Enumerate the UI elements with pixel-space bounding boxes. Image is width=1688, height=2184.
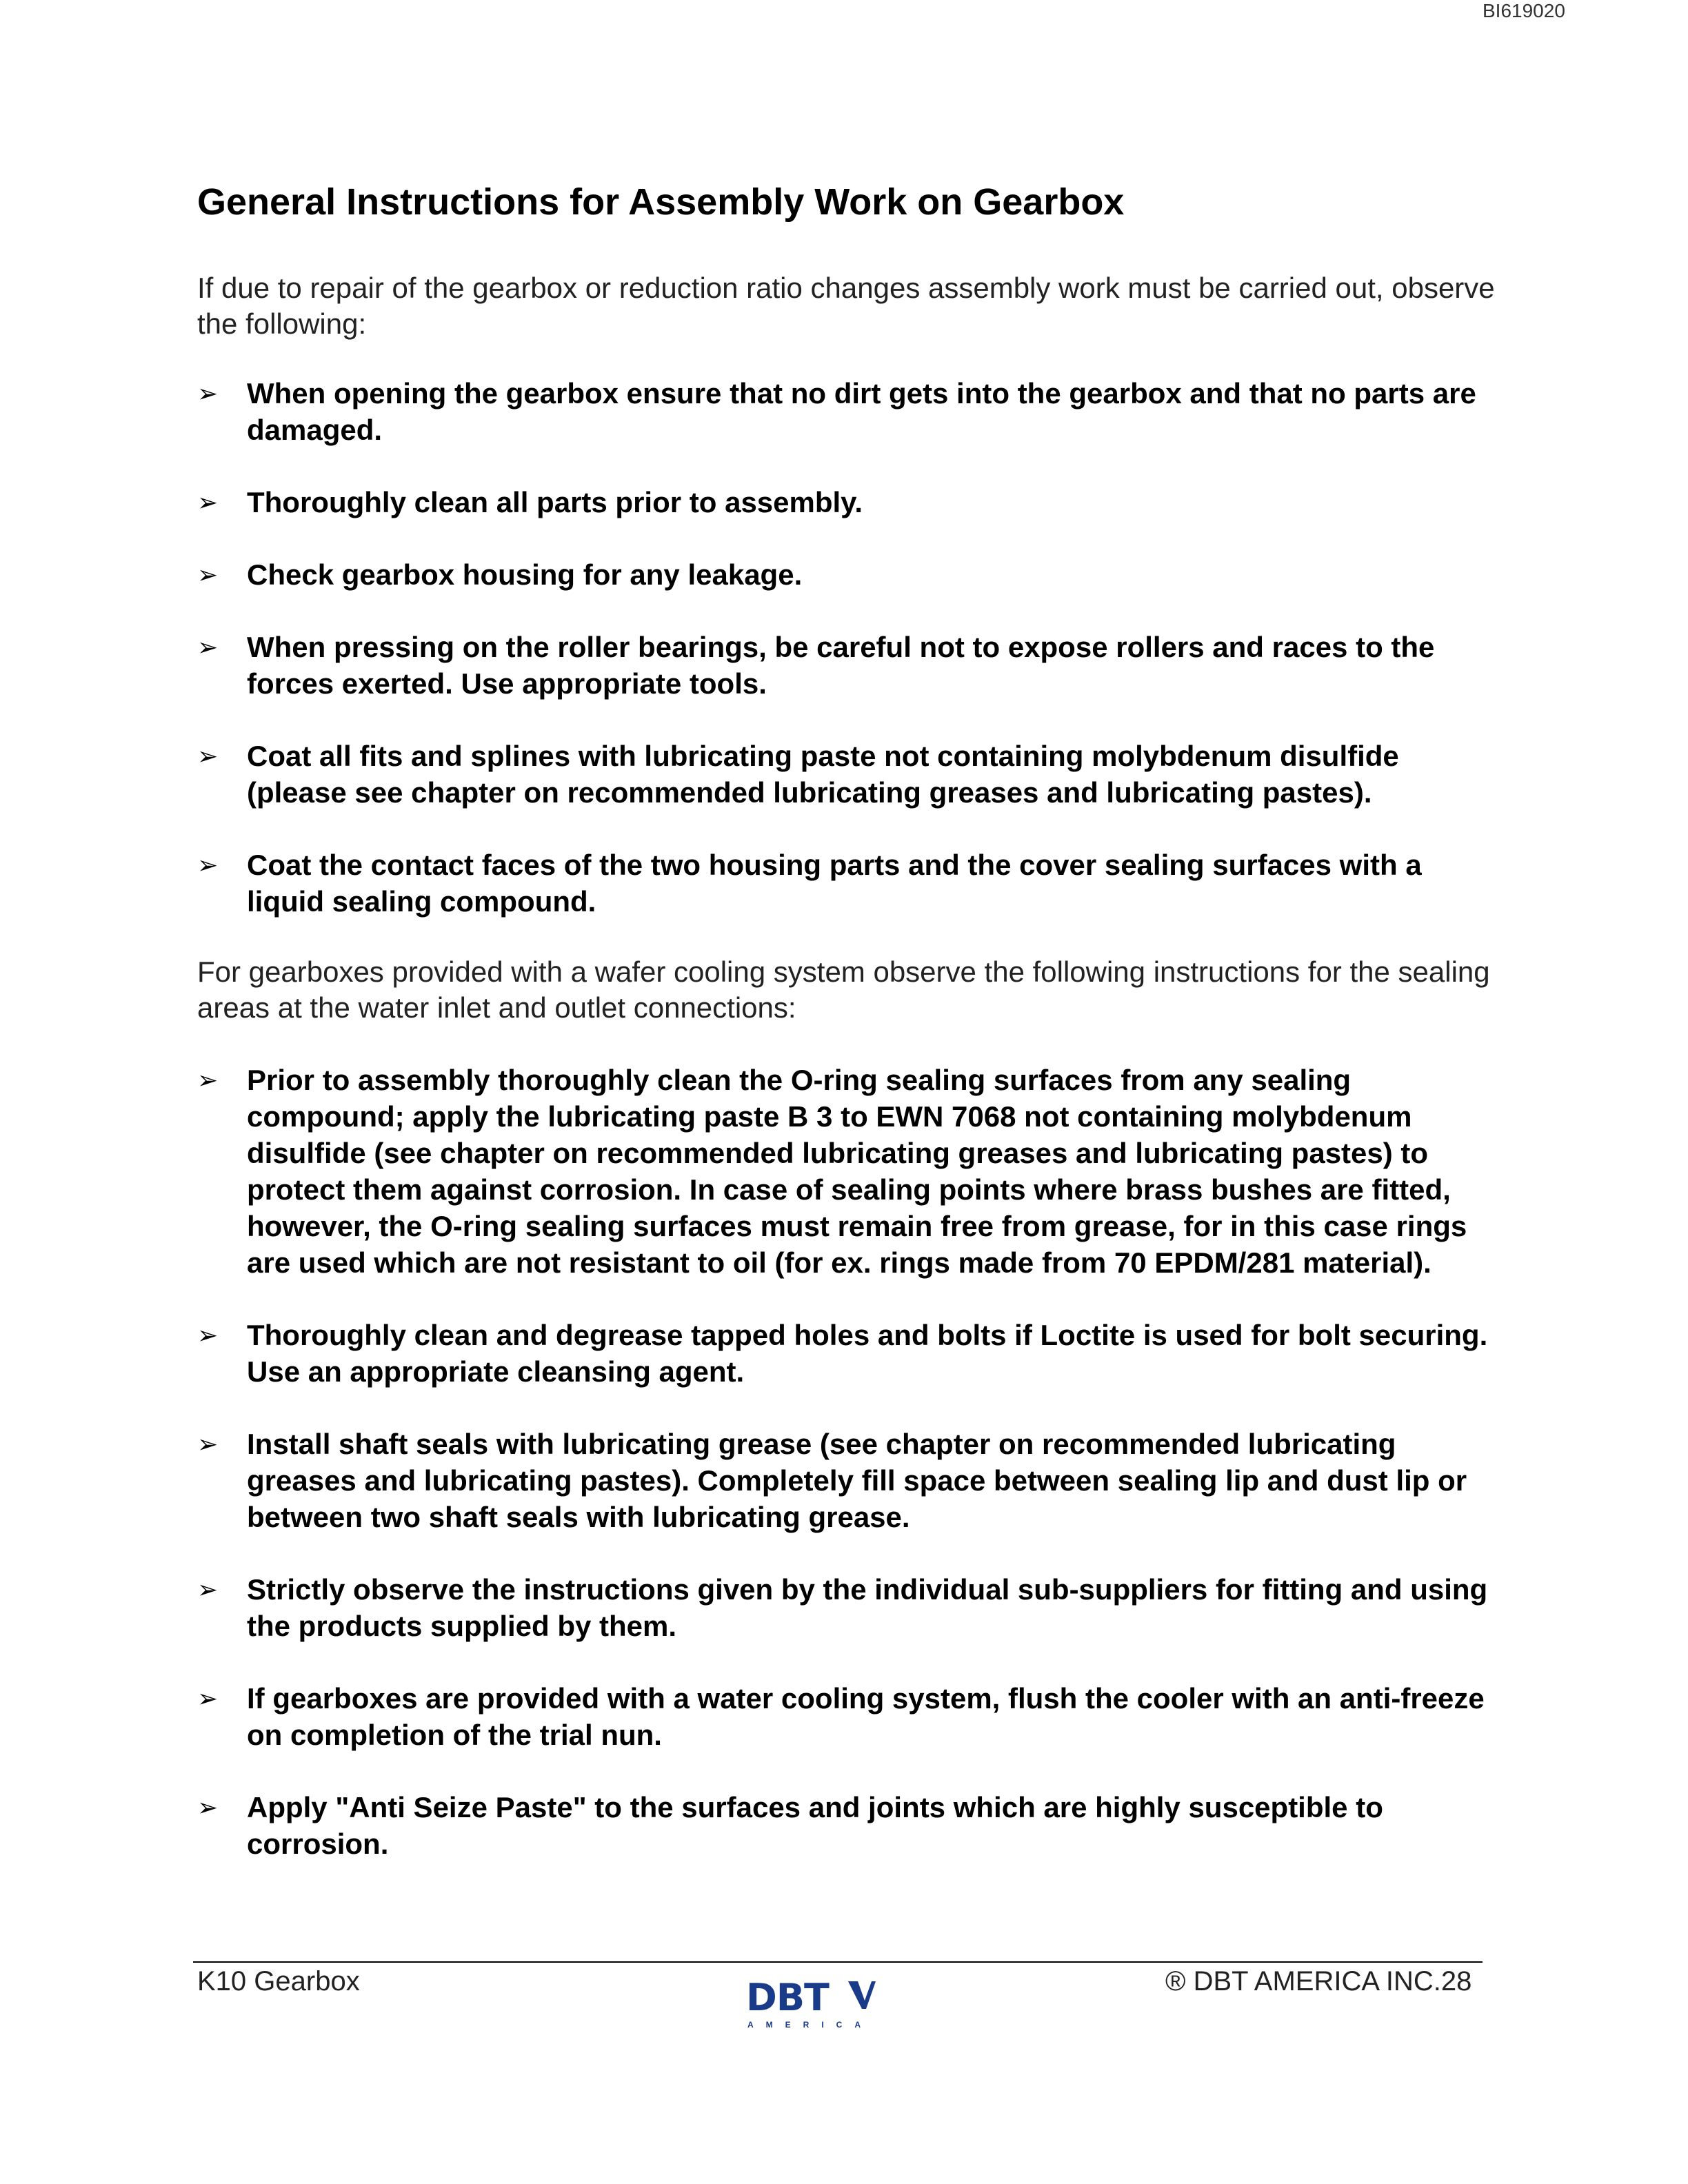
dbt-america-logo	[746, 1977, 884, 2039]
intro-paragraph: If due to repair of the gearbox or reduction ratio changes assembly work must be carried out, observe the following:	[197, 272, 1495, 340]
list-item	[197, 629, 1494, 702]
arrow-bullet-icon: ➢	[197, 1575, 219, 1604]
list-item	[197, 1789, 1494, 1862]
footer-product-name: K10 Gearbox	[197, 1966, 360, 1996]
footer-divider	[193, 1961, 1483, 1963]
list-item	[197, 375, 1494, 448]
list-item	[197, 556, 1494, 593]
list-item-text: Thoroughly clean all parts prior to assembly.	[247, 486, 863, 518]
arrow-bullet-icon: ➢	[197, 1066, 219, 1094]
list-item	[197, 1062, 1494, 1281]
arrow-bullet-icon: ➢	[197, 488, 219, 516]
general-instructions-list	[197, 375, 1494, 956]
list-item	[197, 738, 1494, 811]
arrow-bullet-icon: ➢	[197, 1430, 219, 1458]
arrow-bullet-icon: ➢	[197, 560, 219, 589]
arrow-bullet-icon: ➢	[197, 1793, 219, 1821]
list-item-text: Strictly observe the instructions given by the individual sub-suppliers for fitting and using the products supplied by them.	[247, 1573, 1488, 1642]
list-item-text: Prior to assembly thoroughly clean the O-ring sealing surfaces from any sealing compound; apply the lubricating paste B 3 to EWN 7068 not containing molybdenum disulfide (see chapter on recommended lubricating greases and lubricating pastes) to protect them against corrosion. In case of sealing points where brass bushes are fitted, however, the O-ring sealing surfaces must remain free from grease, for in this case rings are used which are not resistant to oil (for ex. rings made from 70 EPDM/281 material).	[247, 1064, 1467, 1279]
list-item-text: When pressing on the roller bearings, be careful not to expose rollers and races to the forces exerted. Use appropriate tools.	[247, 631, 1435, 700]
list-item-text: Thoroughly clean and degrease tapped holes and bolts if Loctite is used for bolt securing. Use an appropriate cleansing agent.	[247, 1319, 1488, 1388]
arrow-bullet-icon: ➢	[197, 1321, 219, 1349]
page-title: General Instructions for Assembly Work on Gearbox	[197, 181, 1125, 223]
arrow-bullet-icon: ➢	[197, 851, 219, 879]
list-item-text: Install shaft seals with lubricating grease (see chapter on recommended lubricating greases and lubricating pastes). Completely fill space between sealing lip and dust lip or between two shaft seals with lubricating grease.	[247, 1428, 1467, 1533]
list-item	[197, 1317, 1494, 1390]
list-item	[197, 1571, 1494, 1644]
arrow-bullet-icon: ➢	[197, 379, 219, 407]
cooling-system-paragraph: For gearboxes provided with a wafer cooling system observe the following instructions for the sealing areas at the water inlet and outlet connections:	[197, 956, 1490, 1024]
list-item	[197, 1426, 1494, 1535]
list-item-text: Check gearbox housing for any leakage.	[247, 558, 803, 591]
logo-subtext: AMERICA	[747, 2020, 873, 2030]
list-item	[197, 1680, 1494, 1753]
list-item	[197, 484, 1494, 520]
logo-chevron-icon	[848, 1977, 876, 2012]
list-item	[197, 847, 1494, 920]
arrow-bullet-icon: ➢	[197, 1684, 219, 1712]
document-id: BI619020	[1483, 0, 1565, 21]
footer-copyright: ® DBT AMERICA INC.28	[1165, 1966, 1472, 1996]
arrow-bullet-icon: ➢	[197, 633, 219, 661]
list-item-text: Apply "Anti Seize Paste" to the surfaces and joints which are highly susceptible to corrosion.	[247, 1791, 1383, 1860]
list-item-text: When opening the gearbox ensure that no dirt gets into the gearbox and that no parts are damaged.	[247, 377, 1476, 446]
list-item-text: If gearboxes are provided with a water cooling system, flush the cooler with an anti-freeze on completion of the trial nun.	[247, 1682, 1485, 1751]
cooling-instructions-list	[197, 1062, 1494, 1898]
list-item-text: Coat the contact faces of the two housing parts and the cover sealing surfaces with a liquid sealing compound.	[247, 849, 1422, 918]
arrow-bullet-icon: ➢	[197, 742, 219, 770]
logo-wordmark: DBT	[746, 1976, 829, 2019]
list-item-text: Coat all fits and splines with lubricating paste not containing molybdenum disulfide (please see chapter on recommended lubricating greases and lubricating pastes).	[247, 740, 1399, 809]
